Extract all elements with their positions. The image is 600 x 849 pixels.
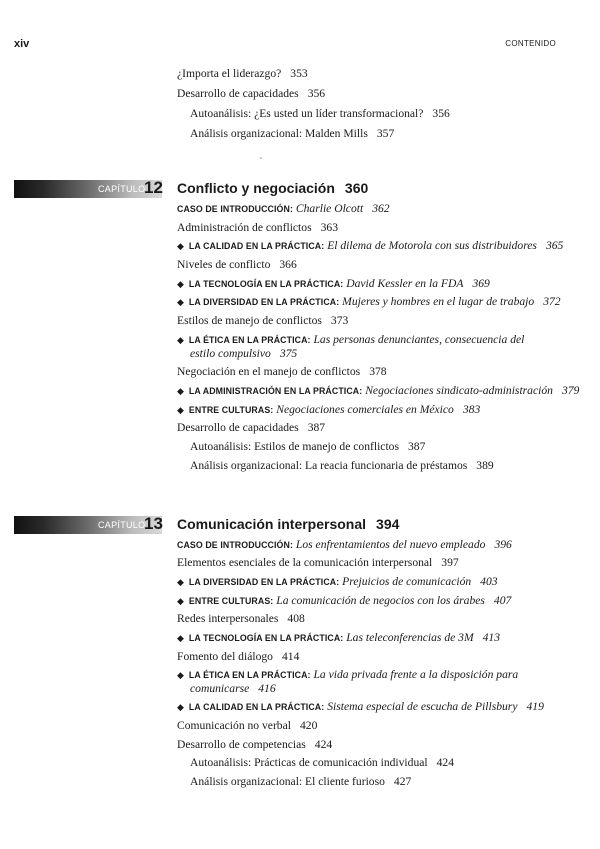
toc-subentry: Autoanálisis: Prácticas de comunicación individual 424 (190, 756, 455, 769)
toc-feature: ◆ LA ÉTICA EN LA PRÁCTICA: Las personas denunciantes, consecuencia del (177, 333, 525, 346)
diamond-bullet-icon: ◆ (177, 242, 184, 252)
toc-entry: Redes interpersonales 408 (177, 612, 305, 625)
toc-subentry: Análisis organizacional: La reacia funcionaria de préstamos 389 (190, 459, 494, 472)
toc-feature: ◆ ENTRE CULTURAS: La comunicación de negocios con los árabes 407 (177, 594, 512, 607)
toc-feature-cont: estilo compulsivo 375 (190, 347, 298, 360)
diamond-bullet-icon: ◆ (177, 597, 184, 607)
toc-entry: Desarrollo de capacidades 387 (177, 421, 326, 434)
toc-entry: Desarrollo de capacidades 356 (177, 87, 326, 100)
toc-subentry: Autoanálisis: ¿Es usted un líder transformacional? 356 (190, 107, 450, 120)
toc-feature: ◆ LA TECNOLOGÍA EN LA PRÁCTICA: Las teleconferencias de 3M 413 (177, 631, 501, 644)
toc-subentry: Autoanálisis: Estilos de manejo de conflictos 387 (190, 440, 426, 453)
toc-subentry: Análisis organizacional: Malden Mills 357 (190, 127, 395, 140)
toc-subentry: Análisis organizacional: El cliente furioso 427 (190, 775, 412, 788)
toc-entry: Administración de conflictos 363 (177, 221, 338, 234)
toc-feature-cont: comunicarse 416 (190, 682, 276, 695)
toc-entry: Comunicación no verbal 420 (177, 719, 318, 732)
toc-feature: ◆ LA ADMINISTRACIÓN EN LA PRÁCTICA: Negociaciones sindicato-administración 379 (177, 384, 580, 397)
toc-entry: Elementos esenciales de la comunicación interpersonal 397 (177, 556, 459, 569)
chapter-13-number: 13 (144, 514, 163, 533)
chapter-12-title: Conflicto y negociación 360 (177, 180, 369, 196)
toc-entry: Fomento del diálogo 414 (177, 650, 300, 663)
toc-feature: ◆ LA ÉTICA EN LA PRÁCTICA: La vida privada frente a la disposición para (177, 668, 519, 681)
diamond-bullet-icon: ◆ (177, 703, 184, 713)
speck (260, 157, 262, 159)
toc-entry: Desarrollo de competencias 424 (177, 738, 333, 751)
toc-entry: Estilos de manejo de conflictos 373 (177, 314, 349, 327)
toc-entry: ¿Importa el liderazgo? 353 (177, 67, 308, 80)
toc-feature: ◆ LA DIVERSIDAD EN LA PRÁCTICA: Prejuicios de comunicación 403 (177, 575, 498, 588)
diamond-bullet-icon: ◆ (177, 387, 184, 397)
toc-feature: ◆ ENTRE CULTURAS: Negociaciones comerciales en México 383 (177, 403, 481, 416)
toc-feature: ◆ LA CALIDAD EN LA PRÁCTICA: Sistema especial de escucha de Pillsbury 419 (177, 700, 544, 713)
diamond-bullet-icon: ◆ (177, 336, 184, 346)
toc-feature: ◆ LA TECNOLOGÍA EN LA PRÁCTICA: David Kessler en la FDA 369 (177, 277, 490, 290)
diamond-bullet-icon: ◆ (177, 578, 184, 588)
toc-feature: ◆ LA DIVERSIDAD EN LA PRÁCTICA: Mujeres y hombres en el lugar de trabajo 372 (177, 295, 561, 308)
diamond-bullet-icon: ◆ (177, 280, 184, 290)
diamond-bullet-icon: ◆ (177, 634, 184, 644)
chapter-13-label: CAPÍTULO (98, 520, 146, 530)
diamond-bullet-icon: ◆ (177, 671, 184, 681)
case-intro: CASO DE INTRODUCCIÓN: Los enfrentamientos del nuevo empleado 396 (177, 538, 512, 551)
toc-entry: Niveles de conflicto 366 (177, 258, 297, 271)
toc-entry: Negociación en el manejo de conflictos 378 (177, 365, 387, 378)
running-head: CONTENIDO (505, 39, 556, 48)
chapter-12-number: 12 (144, 178, 163, 197)
chapter-13-title: Comunicación interpersonal 394 (177, 516, 400, 532)
chapter-12-label: CAPÍTULO (98, 184, 146, 194)
toc-feature: ◆ LA CALIDAD EN LA PRÁCTICA: El dilema de Motorola con sus distribuidores 365 (177, 239, 564, 252)
diamond-bullet-icon: ◆ (177, 298, 184, 308)
page-number: xiv (14, 38, 30, 50)
case-intro: CASO DE INTRODUCCIÓN: Charlie Olcott 362 (177, 202, 390, 215)
diamond-bullet-icon: ◆ (177, 406, 184, 416)
